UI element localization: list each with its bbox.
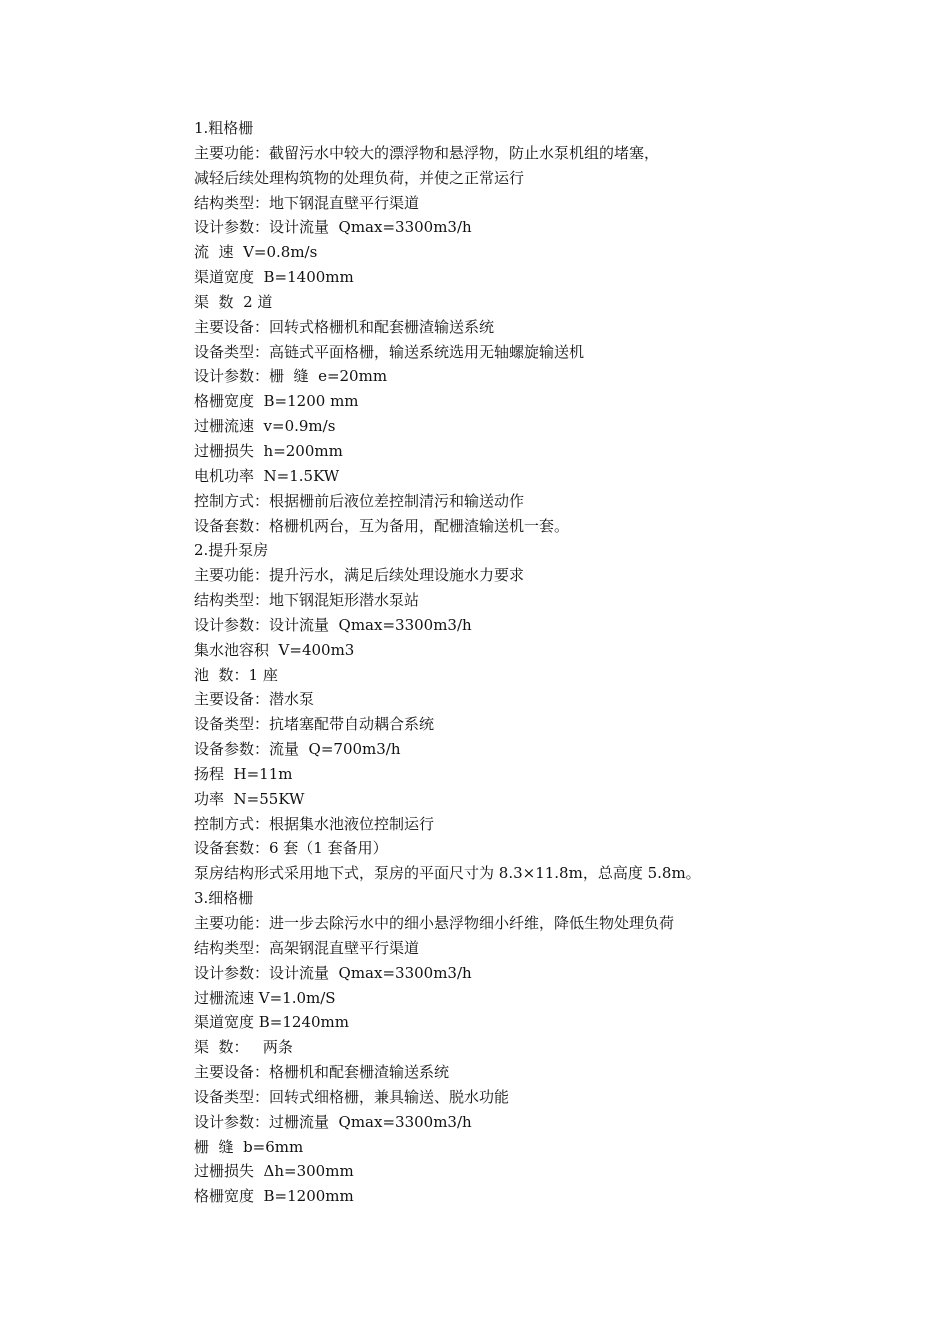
text-line: 栅 缝 b=6mm xyxy=(194,1137,304,1156)
text-line: 结构类型：高架钢混直壁平行渠道 xyxy=(194,938,420,957)
text-line: 池 数：1 座 xyxy=(194,665,278,684)
document-body xyxy=(194,116,814,1209)
text-line: 控制方式：根据栅前后液位差控制清污和输送动作 xyxy=(194,491,525,510)
text-line: 主要设备：潜水泵 xyxy=(194,690,315,709)
text-line: 设计参数：栅 缝 e=20mm xyxy=(194,367,388,386)
text-line: 设计参数：设计流量 Qmax=3300m3/h xyxy=(194,615,472,634)
text-line: 主要设备：格栅机和配套栅渣输送系统 xyxy=(194,1063,450,1082)
text-line: 渠道宽度 B=1400mm xyxy=(194,268,354,287)
text-line: 功率 N=55KW xyxy=(194,789,305,808)
text-line: 过栅损失 h=200mm xyxy=(194,441,343,460)
text-line: 3.细格栅 xyxy=(194,889,254,908)
text-line: 电机功率 N=1.5KW xyxy=(194,466,340,485)
text-line: 过栅流速 v=0.9m/s xyxy=(194,417,336,436)
text-line: 结构类型：地下钢混矩形潜水泵站 xyxy=(194,591,420,610)
text-line: 集水池容积 V=400m3 xyxy=(194,640,355,659)
text-line: 设备套数：6 套（1 套备用） xyxy=(194,839,388,858)
text-line: 设备参数：流量 Q=700m3/h xyxy=(194,740,401,759)
text-line: 主要功能：截留污水中较大的漂浮物和悬浮物，防止水泵机组的堵塞， xyxy=(194,143,660,162)
text-line: 渠 数： 两条 xyxy=(194,1038,293,1057)
text-line: 设计参数：设计流量 Qmax=3300m3/h xyxy=(194,218,472,237)
text-line: 流 速 V=0.8m/s xyxy=(194,243,318,262)
text-line: 主要设备：回转式格栅机和配套栅渣输送系统 xyxy=(194,317,495,336)
text-line: 1.粗格栅 xyxy=(194,119,254,137)
text-line: 主要功能：提升污水，满足后续处理设施水力要求 xyxy=(194,566,525,585)
text-line: 设备套数：格栅机两台，互为备用，配栅渣输送机一套。 xyxy=(194,516,570,535)
text-line: 扬程 H=11m xyxy=(194,764,293,783)
text-line: 格栅宽度 B=1200 mm xyxy=(194,392,359,411)
text-line: 设备类型：回转式细格栅，兼具输送、脱水功能 xyxy=(194,1087,510,1106)
text-line: 渠 数 2 道 xyxy=(194,292,273,311)
text-line: 2.提升泵房 xyxy=(194,541,269,560)
text-line: 设备类型：抗堵塞配带自动耦合系统 xyxy=(194,715,435,734)
text-line: 减轻后续处理构筑物的处理负荷，并使之正常运行 xyxy=(194,168,525,187)
text-line: 过栅流速 V=1.0m/S xyxy=(194,988,336,1007)
text-line: 设计参数：过栅流量 Qmax=3300m3/h xyxy=(194,1112,472,1131)
text-line: 过栅损失 Δh=300mm xyxy=(194,1162,354,1181)
text-line: 控制方式：根据集水池液位控制运行 xyxy=(194,814,435,833)
text-line: 渠道宽度 B=1240mm xyxy=(194,1013,349,1032)
text-line: 设备类型：高链式平面格栅，输送系统选用无轴螺旋输送机 xyxy=(194,342,585,361)
text-line: 格栅宽度 B=1200mm xyxy=(194,1187,354,1206)
text-line: 设计参数：设计流量 Qmax=3300m3/h xyxy=(194,963,472,982)
text-line: 主要功能：进一步去除污水中的细小悬浮物细小纤维，降低生物处理负荷 xyxy=(194,914,675,932)
text-line: 泵房结构形式采用地下式，泵房的平面尺寸为 8.3×11.8m，总高度 5.8m。 xyxy=(194,864,701,883)
text-line: 结构类型：地下钢混直壁平行渠道 xyxy=(194,193,420,212)
